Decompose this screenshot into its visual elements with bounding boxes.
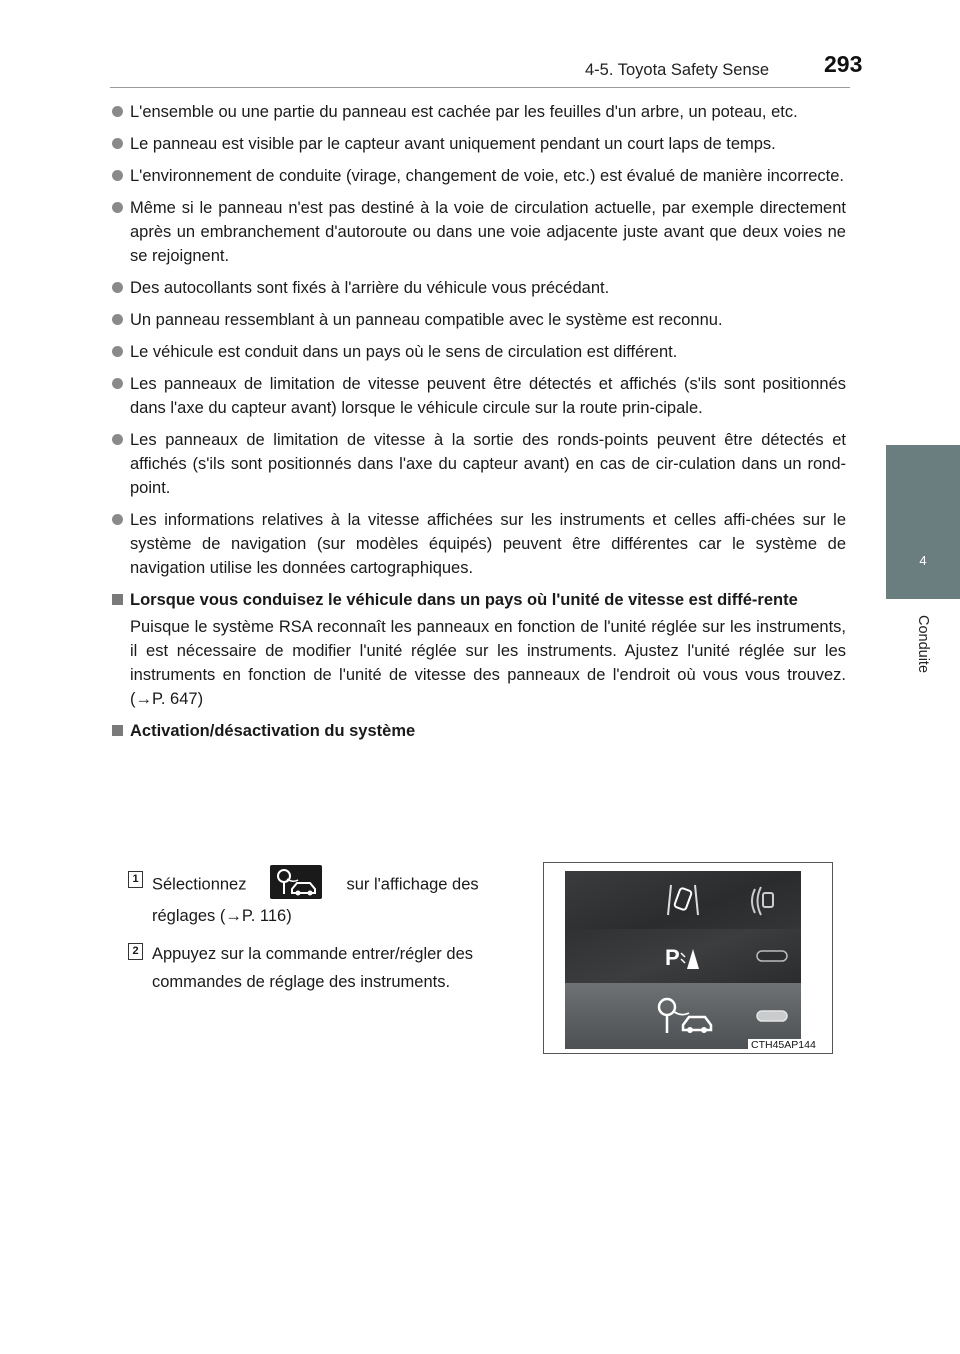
settings-row-parking-sensor [565,929,801,983]
page-number: 293 [824,51,863,77]
step-list [128,868,520,1006]
list-item: L'ensemble ou une partie du panneau est cachée par les feuilles d'un arbre, un poteau, etc. [110,100,846,124]
header-divider [110,87,850,88]
lane-departure-icon [565,871,801,929]
step-number: 2 [128,943,143,960]
list-item: Un panneau ressemblant à un panneau compatible avec le système est reconnu. [110,308,846,332]
bullet-icon [112,170,123,181]
bullet-icon [112,202,123,213]
figure-code: CTH45AP144 [748,1039,819,1052]
road-sign-assist-icon [270,865,322,899]
list-item: Même si le panneau n'est pas destiné à la voie de circulation actuelle, par exemple directement après un embranchement d'autoroute ou dans une voie adjacente juste avant que deux voies ne se rejoignent. [110,196,846,268]
section-heading-activation: Activation/désactivation du système [110,719,846,743]
section-body-speed-unit: Puisque le système RSA reconnaît les panneaux en fonction de l'unité réglée sur les instruments, il est nécessaire de modifier l'unité réglée sur les instruments. Ajustez l'unité réglée sur les instruments en fonction de l'unité de vitesse des panneaux de l'endroit où vous vous trouvez. (→P. 647) [130,618,846,708]
list-item: Les panneaux de limitation de vitesse peuvent être détectés et affichés (s'ils sont positionnés dans l'axe du capteur avant) lorsque le véhicule circule sur la route prin-cipale. [110,372,846,420]
square-bullet-icon [112,725,123,736]
page-header [0,0,960,90]
settings-screen [565,871,801,1049]
step-number: 1 [128,871,143,888]
main-content [110,100,846,743]
bullet-list [110,100,846,580]
bullet-icon [112,106,123,117]
bullet-icon [112,346,123,357]
section-title: 4-5. Toyota Safety Sense [585,61,770,79]
section-heading-speed-unit: Lorsque vous conduisez le véhicule dans un pays où l'unité de vitesse est diffé-rente [110,588,846,612]
bullet-icon [112,434,123,445]
bullet-icon [112,314,123,325]
list-item: Le panneau est visible par le capteur avant uniquement pendant un court laps de temps. [110,132,846,156]
chapter-tab [886,445,960,599]
bullet-icon [112,514,123,525]
list-item: Le véhicule est conduit dans un pays où le sens de circulation est différent. [110,340,846,364]
step-item: 2 Appuyez sur la commande entrer/régler des commandes de réglage des instruments. [128,940,520,996]
bullet-icon [112,378,123,389]
settings-row-lane-departure [565,871,801,929]
list-item: L'environnement de conduite (virage, changement de voie, etc.) est évalué de manière incorrecte. [110,164,846,188]
step-item: 1 Sélectionnez sur l'affichage des réglages (→P. 116) [128,868,520,930]
chapter-label-box [886,604,960,684]
list-item: Les panneaux de limitation de vitesse à la sortie des ronds-points peuvent être détectés et affichés (s'ils sont positionnés dans l'axe du capteur avant) en cas de cir-culation dans un rond-point. [110,428,846,500]
bullet-icon [112,282,123,293]
bullet-icon [112,138,123,149]
parking-sensor-icon [565,929,801,983]
square-bullet-icon [112,594,123,605]
instrument-display-figure [543,862,833,1054]
list-item: Les informations relatives à la vitesse affichées sur les instruments et celles affi-chées sur le système de navigation (sur modèles équipés) peuvent être différentes car le système de navigation utilise les données cartographiques. [110,508,846,580]
chapter-label: Conduite [915,614,931,674]
svg-text:P: P [665,945,680,970]
chapter-number: 4 [919,553,927,568]
list-item: Des autocollants sont fixés à l'arrière du véhicule vous précédant. [110,276,846,300]
